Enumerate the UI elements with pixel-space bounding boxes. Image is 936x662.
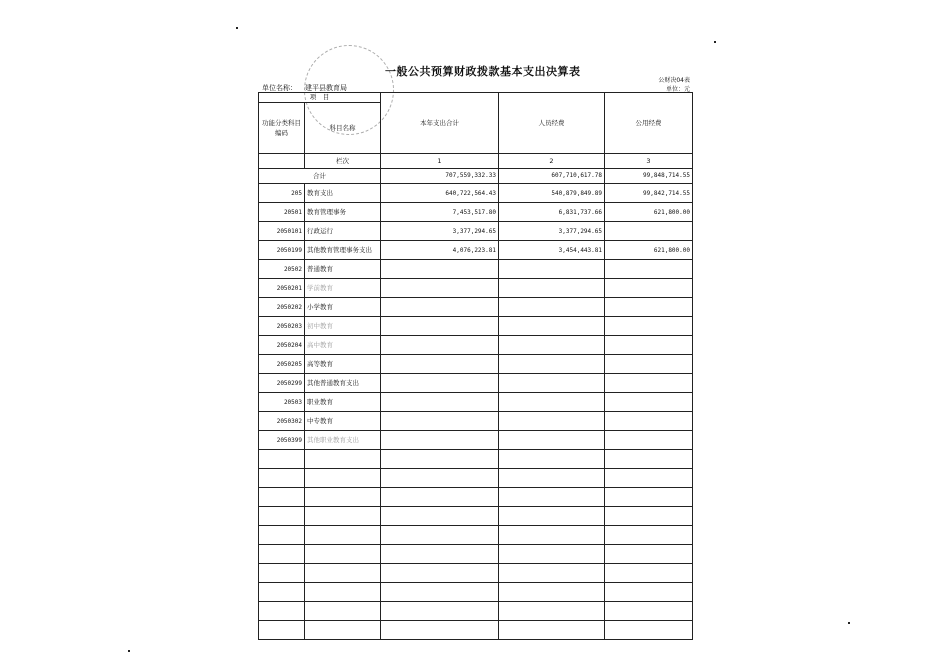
document-title: 一般公共预算财政拨款基本支出决算表 (385, 65, 581, 78)
row-col1 (381, 279, 499, 298)
row-col3: 99,842,714.55 (605, 184, 693, 203)
row-col1: 4,076,223.81 (381, 241, 499, 260)
table-row-blank (259, 602, 693, 621)
header-row-index (259, 154, 693, 169)
table-row-blank (259, 469, 693, 488)
table-row-blank (259, 545, 693, 564)
row-col3 (605, 412, 693, 431)
row-name: 教育支出 (305, 184, 381, 203)
header-row-label: 栏次 (305, 154, 381, 169)
table-row-blank (259, 583, 693, 602)
row-code: 2050201 (259, 279, 305, 298)
table-row (259, 298, 693, 317)
row-col2 (499, 431, 605, 450)
row-col2 (499, 355, 605, 374)
row-col3 (605, 298, 693, 317)
table-row-blank (259, 488, 693, 507)
row-code: 2050204 (259, 336, 305, 355)
table-row (259, 355, 693, 374)
table-row (259, 184, 693, 203)
row-col1 (381, 298, 499, 317)
header-subject: 科目名称 (305, 103, 381, 154)
row-name: 行政运行 (305, 222, 381, 241)
row-col1 (381, 374, 499, 393)
row-col1 (381, 336, 499, 355)
row-col3 (605, 355, 693, 374)
header-col2: 人员经费 (499, 93, 605, 154)
row-col3: 621,800.00 (605, 203, 693, 222)
table-row (259, 279, 693, 298)
row-code: 20503 (259, 393, 305, 412)
total-row (259, 169, 693, 184)
row-col3 (605, 317, 693, 336)
row-name: 高等教育 (305, 355, 381, 374)
row-code: 2050302 (259, 412, 305, 431)
header-col3-no: 3 (605, 154, 693, 169)
row-name: 高中教育 (305, 336, 381, 355)
table-row (259, 222, 693, 241)
row-col3 (605, 393, 693, 412)
total-col3: 99,848,714.55 (605, 169, 693, 184)
row-name: 其他职业教育支出 (305, 431, 381, 450)
row-col3 (605, 374, 693, 393)
header-col1-no: 1 (381, 154, 499, 169)
money-unit: 单位：元 (665, 86, 690, 93)
row-col3 (605, 260, 693, 279)
scan-speck (128, 650, 130, 652)
row-col2 (499, 374, 605, 393)
table-row (259, 374, 693, 393)
row-col1 (381, 355, 499, 374)
row-col2: 540,879,849.89 (499, 184, 605, 203)
unit-name-label: 单位名称： (262, 84, 297, 92)
unit-name-value: 建平县教育局 (305, 84, 347, 92)
table-row-blank (259, 564, 693, 583)
header-row-item (259, 93, 693, 103)
row-col1 (381, 412, 499, 431)
row-col3 (605, 279, 693, 298)
table-row (259, 260, 693, 279)
row-col1 (381, 317, 499, 336)
scan-speck (236, 27, 238, 29)
row-col2 (499, 279, 605, 298)
row-col3: 621,800.00 (605, 241, 693, 260)
total-col1: 707,559,332.33 (381, 169, 499, 184)
row-col2 (499, 298, 605, 317)
row-code: 20501 (259, 203, 305, 222)
header-col3: 公用经费 (605, 93, 693, 154)
table-row (259, 317, 693, 336)
row-col2 (499, 412, 605, 431)
row-col1: 3,377,294.65 (381, 222, 499, 241)
table-row (259, 431, 693, 450)
row-col2: 3,454,443.81 (499, 241, 605, 260)
row-col1 (381, 260, 499, 279)
row-code: 2050199 (259, 241, 305, 260)
row-code: 2050205 (259, 355, 305, 374)
table-row-blank (259, 450, 693, 469)
row-name: 其他普通教育支出 (305, 374, 381, 393)
scan-speck (714, 41, 716, 43)
row-name: 其他教育管理事务支出 (305, 241, 381, 260)
row-name: 中专教育 (305, 412, 381, 431)
header-item: 项 目 (259, 93, 381, 103)
table-row-blank (259, 507, 693, 526)
row-name: 教育管理事务 (305, 203, 381, 222)
row-code: 2050399 (259, 431, 305, 450)
row-col3 (605, 431, 693, 450)
table-row-blank (259, 526, 693, 545)
table-row (259, 412, 693, 431)
row-col2 (499, 260, 605, 279)
row-code: 2050299 (259, 374, 305, 393)
row-col1: 7,453,517.80 (381, 203, 499, 222)
row-col2 (499, 336, 605, 355)
row-col3 (605, 336, 693, 355)
row-code: 205 (259, 184, 305, 203)
table-row (259, 203, 693, 222)
row-col2 (499, 393, 605, 412)
row-name: 学前教育 (305, 279, 381, 298)
table-row-blank (259, 621, 693, 640)
row-col1: 640,722,564.43 (381, 184, 499, 203)
row-code: 2050203 (259, 317, 305, 336)
row-name: 职业教育 (305, 393, 381, 412)
row-code: 20502 (259, 260, 305, 279)
row-col2: 6,831,737.66 (499, 203, 605, 222)
header-code: 功能分类科目编码 (259, 103, 305, 154)
expenditure-table (258, 92, 693, 640)
row-col2: 3,377,294.65 (499, 222, 605, 241)
row-col2 (499, 317, 605, 336)
table-row (259, 241, 693, 260)
row-name: 初中教育 (305, 317, 381, 336)
header-col1: 本年支出合计 (381, 93, 499, 154)
scan-speck (848, 622, 850, 624)
table-row (259, 393, 693, 412)
total-label: 合计 (259, 169, 381, 184)
total-col2: 607,710,617.78 (499, 169, 605, 184)
header-col2-no: 2 (499, 154, 605, 169)
form-number: 公财决04表 (658, 77, 690, 84)
row-code: 2050202 (259, 298, 305, 317)
row-col1 (381, 393, 499, 412)
row-code: 2050101 (259, 222, 305, 241)
row-col1 (381, 431, 499, 450)
row-col3 (605, 222, 693, 241)
row-name: 普通教育 (305, 260, 381, 279)
table-row (259, 336, 693, 355)
row-name: 小学教育 (305, 298, 381, 317)
